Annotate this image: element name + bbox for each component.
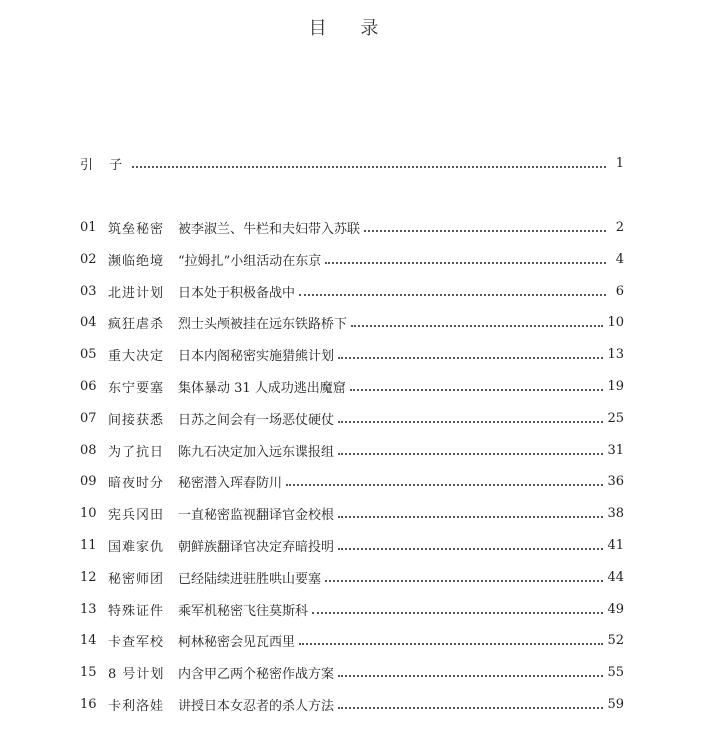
chapter-section-name: 为了抗日 — [108, 444, 165, 460]
toc-chapter-row[interactable] — [80, 217, 624, 237]
chapter-number: 04 — [80, 314, 97, 330]
toc-chapter-row[interactable] — [80, 662, 624, 682]
chapter-number: 11 — [80, 537, 97, 553]
chapter-number: 10 — [80, 505, 97, 521]
chapter-title: 日本内阁秘密实施猎熊计划 — [178, 348, 335, 364]
page-number: 55 — [607, 664, 624, 680]
toc-chapter-row[interactable] — [80, 281, 624, 301]
chapter-title: 日本处于积极备战中 — [178, 285, 296, 301]
chapter-number: 02 — [80, 251, 97, 267]
toc-chapter-row[interactable] — [80, 312, 624, 332]
chapter-section-name: 宪兵冈田 — [108, 507, 165, 523]
chapter-number: 13 — [80, 601, 97, 617]
toc-chapter-row[interactable] — [80, 344, 624, 364]
leader-dots — [286, 483, 603, 486]
chapter-number: 16 — [80, 696, 97, 712]
page-title: 目 录 — [308, 18, 393, 39]
leader-dots — [299, 642, 603, 645]
chapter-section-name: 濒临绝境 — [108, 253, 165, 269]
toc-chapter-row[interactable] — [80, 440, 624, 460]
leader-dots — [325, 261, 606, 264]
toc-chapter-row[interactable] — [80, 408, 624, 428]
page-number: 59 — [607, 696, 624, 712]
leader-dots — [312, 611, 603, 614]
page-number: 44 — [607, 569, 624, 585]
toc-chapter-row[interactable] — [80, 567, 624, 587]
chapter-number: 14 — [80, 632, 97, 648]
chapter-section-name: 疯狂虐杀 — [108, 316, 165, 332]
toc-chapter-row[interactable] — [80, 249, 624, 269]
chapter-number: 15 — [80, 664, 97, 680]
chapter-number: 12 — [80, 569, 97, 585]
leader-dots — [338, 515, 603, 518]
chapter-section-name: 卡利洛娃 — [108, 698, 165, 714]
chapter-title: 秘密潜入珲春防川 — [178, 475, 283, 491]
page-number: 4 — [615, 251, 624, 267]
chapter-title: 陈九石决定加入远东谍报组 — [178, 444, 335, 460]
chapter-section-name: 8 号计划 — [108, 666, 165, 682]
chapter-section-name: 特殊证件 — [108, 603, 165, 619]
leader-dots — [338, 706, 603, 709]
page-number: 49 — [607, 601, 624, 617]
toc-chapter-row[interactable] — [80, 694, 624, 714]
chapter-title: 一直秘密监视翻译官金校根 — [178, 507, 335, 523]
page-number: 41 — [607, 537, 624, 553]
chapter-section-name: 东宁要塞 — [108, 380, 165, 396]
chapter-title: “拉姆扎”小组活动在东京 — [178, 253, 322, 269]
leader-dots — [338, 420, 603, 423]
chapter-title: 讲授日本女忍者的杀人方法 — [178, 698, 335, 714]
toc-chapter-row[interactable] — [80, 376, 624, 396]
chapter-section-name: 重大决定 — [108, 348, 165, 364]
page-number: 1 — [615, 155, 624, 171]
leader-dots — [338, 674, 603, 677]
chapter-title: 烈士头颅被挂在远东铁路桥下 — [178, 316, 348, 332]
leader-dots — [325, 579, 603, 582]
toc-chapter-row[interactable] — [80, 471, 624, 491]
chapter-title: 已经陆续进驻胜哄山要塞 — [178, 571, 322, 587]
chapter-title: 朝鲜族翻译官决定弃暗投明 — [178, 539, 335, 555]
leader-dots — [132, 165, 606, 168]
chapter-section-name: 秘密师团 — [108, 571, 165, 587]
chapter-section-name: 卡查军校 — [108, 634, 165, 650]
chapter-section-name: 暗夜时分 — [108, 475, 165, 491]
page-number: 38 — [607, 505, 624, 521]
chapter-section-name: 北进计划 — [108, 285, 165, 301]
leader-dots — [350, 388, 604, 391]
prologue-label: 引 子 — [80, 157, 129, 173]
chapter-title: 内含甲乙两个秘密作战方案 — [178, 666, 335, 682]
chapter-section-name: 间接获悉 — [108, 412, 165, 428]
chapter-number: 01 — [80, 219, 97, 235]
toc-chapter-row[interactable] — [80, 599, 624, 619]
leader-dots — [338, 356, 603, 359]
toc-prologue-row[interactable] — [80, 153, 624, 173]
chapter-number: 07 — [80, 410, 97, 426]
leader-dots — [338, 547, 603, 550]
leader-dots — [351, 324, 603, 327]
chapter-number: 06 — [80, 378, 97, 394]
page-number: 13 — [607, 346, 624, 362]
page-number: 52 — [607, 632, 624, 648]
page-number: 10 — [607, 314, 624, 330]
chapter-title: 集体暴动 31 人成功逃出魔窟 — [178, 380, 346, 396]
chapter-section-name: 国难家仇 — [108, 539, 165, 555]
toc-chapter-row[interactable] — [80, 630, 624, 650]
chapter-title: 柯林秘密会见瓦西里 — [178, 634, 296, 650]
toc-chapter-row[interactable] — [80, 535, 624, 555]
leader-dots — [364, 229, 606, 232]
chapter-title: 乘军机秘密飞往莫斯科 — [178, 603, 309, 619]
chapter-number: 09 — [80, 473, 97, 489]
toc-chapter-row[interactable] — [80, 503, 624, 523]
page-number: 31 — [607, 442, 624, 458]
chapter-number: 08 — [80, 442, 97, 458]
leader-dots — [338, 452, 603, 455]
page-number: 2 — [615, 219, 624, 235]
page-number: 36 — [607, 473, 624, 489]
chapter-title: 日苏之间会有一场恶仗硬仗 — [178, 412, 335, 428]
chapter-title: 被李淑兰、牛栏和夫妇带入苏联 — [178, 221, 361, 237]
page-number: 6 — [615, 283, 624, 299]
page-number: 19 — [607, 378, 624, 394]
leader-dots — [299, 293, 606, 296]
chapter-section-name: 筑垒秘密 — [108, 221, 165, 237]
chapter-number: 03 — [80, 283, 97, 299]
chapter-number: 05 — [80, 346, 97, 362]
page-number: 25 — [607, 410, 624, 426]
